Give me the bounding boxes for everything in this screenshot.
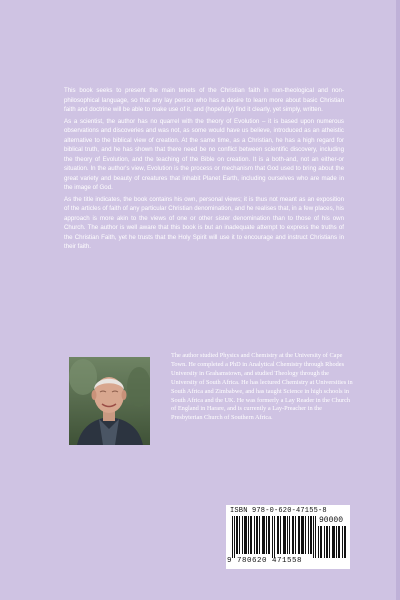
isbn-text: ISBN 978-0-620-47155-8 [230,507,327,515]
addon-bars [318,526,346,558]
blurb-paragraph-2: As a scientist, the author has no quarrel with the theory of Evolution – it is based upon numerous observations and discoveries and was not, as some would have us believe, introduced as an atheistic alternative to the biblical view of creation. At the same time, as a Christian, he has a high regard for biblical truth, and he has shown that there need be no conflict between scientific discovery, including the theory of Evolution, and the teaching of the Bible on creation. It is a both-and, not an either-or situation. In the author's view, Evolution is the process or mechanism that God used to bring about the great variety and beauty of creatures that inhabit Planet Earth, including ourselves who are made in the image of God. [64,117,344,191]
ean-digits: 9 780620 471558 [227,557,303,565]
blurb-paragraph-3: As the title indicates, the book contains his own, personal views; it is thus not meant as an exposition of the articles of faith of any particular Christian denomination, and he realises that, in a few places, his approach is more akin to the views of one or other sister denomination than to those of his own Church. The author is well aware that this book is but an inadequate attempt to express the truths of the Christian Faith, yet he trusts that the Holy Spirit will use it to encourage and instruct Christians in their faith. [64,195,344,250]
isbn-barcode [226,505,350,569]
price-addon-text: 90000 [319,516,344,525]
ean-bars [232,516,316,558]
author-bio: The author studied Physics and Chemistry at the University of Cape Town. He completed a PhD in Analytical Chemistry through Rhodes University in Grahamstown, and studied Theology through the University of South Africa. He has lectured Chemistry at Universities in South Africa and Zimbabwe, and has taught Science in high schools in South Africa and the UK. He was formerly a Lay Reader in the Church of England in Harare, and is currently a Lay-Preacher in the Presbyterian Church of Southern Africa. [171,352,353,422]
spine-edge [396,0,400,600]
book-blurb [64,86,344,254]
blurb-paragraph-1: This book seeks to present the main tenets of the Christian faith in non-theological and non-philosophical language, so that any lay person who has a desire to learn more about basic Christian faith and doctrine will be able to make use of it, and (hopefully) find it clearly, yet simply, written. [64,87,344,113]
author-photo [69,357,150,445]
